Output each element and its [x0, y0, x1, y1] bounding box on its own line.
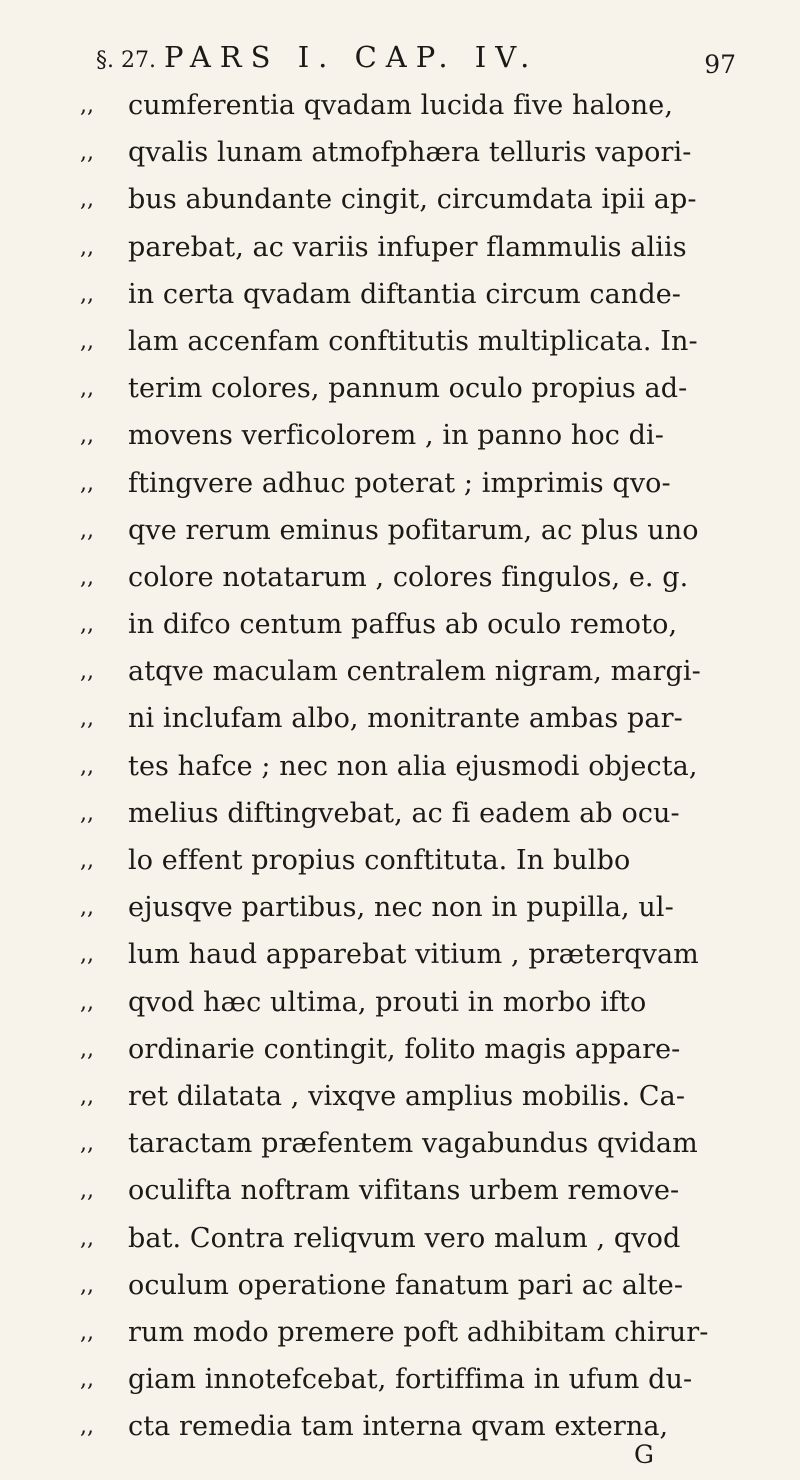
quotation-mark: ,,: [80, 1131, 94, 1157]
line-text: ftingvere adhuc poterat ; imprimis qvo-: [128, 467, 671, 499]
text-line: [80, 129, 730, 176]
quotation-mark: ,,: [80, 706, 94, 732]
text-line: [80, 554, 730, 601]
text-line: [80, 648, 730, 695]
line-text: ni inclufam albo, monitrante ambas par-: [128, 703, 683, 735]
line-text: oculifta noftram vifitans urbem remove-: [128, 1175, 680, 1207]
quotation-mark: ,,: [80, 848, 94, 873]
line-text: movens verficolorem , in panno hoc di-: [128, 420, 664, 452]
text-line: [80, 1073, 730, 1120]
line-text: atqve maculam centralem nigram, margi-: [128, 656, 701, 688]
text-line: [80, 318, 730, 365]
line-text: taractam præfentem vagabundus qvidam: [128, 1128, 698, 1160]
quotation-mark: ,,: [80, 93, 94, 118]
quotation-mark: ,,: [80, 187, 94, 213]
quotation-mark: ,,: [80, 1036, 94, 1062]
running-title: PARS I. CAP. IV.: [164, 40, 539, 74]
quotation-mark: ,,: [80, 659, 94, 685]
text-line: [80, 1120, 730, 1167]
line-text: bus abundante cingit, circumdata ipii ap-: [128, 184, 697, 216]
line-text: ret dilatata , vixqve amplius mobilis. Ca-: [128, 1080, 686, 1112]
quotation-mark: ,,: [80, 281, 94, 307]
quotation-mark: ,,: [80, 564, 94, 590]
text-line: [80, 931, 730, 978]
line-text: qvalis lunam atmofphæra telluris vapori-: [128, 137, 692, 169]
quotation-mark: ,,: [80, 423, 94, 449]
quotation-mark: ,,: [80, 1414, 94, 1440]
text-line: [80, 790, 730, 837]
quotation-mark: ,,: [80, 612, 94, 638]
line-text: in difco centum paffus ab oculo remoto,: [128, 609, 678, 641]
line-text: melius diftingvebat, ac fi eadem ab ocu-: [128, 797, 680, 829]
line-text: in certa qvadam diftantia circum cande-: [128, 278, 682, 310]
line-text: parebat, ac variis infuper flammulis aliis: [128, 231, 687, 263]
line-text: cta remedia tam interna qvam externa,: [128, 1411, 669, 1443]
line-text: lam accenfam conftitutis multiplicata. In-: [128, 325, 698, 357]
quotation-mark: ,,: [80, 989, 94, 1015]
quotation-mark: ,,: [80, 1319, 94, 1345]
text-line: [80, 601, 730, 648]
text-line: [80, 176, 730, 223]
line-text: rum modo premere poft adhibitam chirur-: [128, 1316, 709, 1348]
text-line: [80, 743, 730, 790]
quotation-mark: ,,: [80, 1272, 94, 1298]
line-text: lum haud apparebat vitium , præterqvam: [128, 939, 699, 971]
text-line: [80, 1167, 730, 1214]
signature-mark: G: [634, 1440, 654, 1469]
text-line: [80, 365, 730, 412]
text-line: [80, 1262, 730, 1309]
line-text: giam innotefcebat, fortiffima in ufum du-: [128, 1364, 693, 1396]
line-text: tes hafce ; nec non alia ejusmodi objecta,: [128, 750, 698, 782]
quotation-mark: ,,: [80, 800, 94, 826]
quotation-mark: ,,: [80, 753, 94, 779]
text-line: [80, 979, 730, 1026]
quotation-mark: ,,: [80, 517, 94, 543]
text-line: [80, 507, 730, 554]
quotation-mark: ,,: [80, 140, 94, 166]
line-text: oculum operatione fanatum pari ac alte-: [128, 1269, 684, 1301]
quotation-mark: ,,: [80, 376, 94, 402]
text-line: [80, 1215, 730, 1262]
text-line: [80, 1309, 730, 1356]
text-line: [80, 460, 730, 507]
line-text: cumferentia qvadam lucida five halone,: [128, 90, 674, 121]
quotation-mark: ,,: [80, 1225, 94, 1251]
quoted-text-block: [80, 82, 730, 1450]
quotation-mark: ,,: [80, 1083, 94, 1109]
line-text: terim colores, pannum oculo propius ad-: [128, 373, 688, 405]
line-text: ejusqve partibus, nec non in pupilla, ul-: [128, 892, 674, 924]
quotation-mark: ,,: [80, 234, 94, 260]
text-line: [80, 1403, 730, 1450]
line-text: qvod hæc ultima, prouti in morbo ifto: [128, 986, 647, 1018]
line-text: ordinarie contingit, folito magis appare-: [128, 1033, 681, 1065]
page-number: 97: [704, 50, 736, 79]
quotation-mark: ,,: [80, 1367, 94, 1393]
text-line: [80, 271, 730, 318]
text-line: [80, 1356, 730, 1403]
text-line: [80, 82, 730, 129]
line-text: colore notatarum , colores fingulos, e. g.: [128, 561, 689, 593]
quotation-mark: ,,: [80, 942, 94, 968]
text-line: [80, 837, 730, 884]
text-line: [80, 224, 730, 271]
quotation-mark: ,,: [80, 1178, 94, 1204]
text-line: [80, 412, 730, 459]
quotation-mark: ,,: [80, 328, 94, 354]
text-line: [80, 884, 730, 931]
text-line: [80, 695, 730, 742]
running-head: [96, 38, 736, 78]
line-text: bat. Contra reliqvum vero malum , qvod: [128, 1222, 681, 1254]
line-text: lo effent propius conftituta. In bulbo: [128, 845, 631, 876]
line-text: qve rerum eminus pofitarum, ac plus uno: [128, 514, 699, 546]
quotation-mark: ,,: [80, 895, 94, 921]
text-line: [80, 1026, 730, 1073]
section-number: §. 27.: [96, 48, 156, 73]
quotation-mark: ,,: [80, 470, 94, 496]
